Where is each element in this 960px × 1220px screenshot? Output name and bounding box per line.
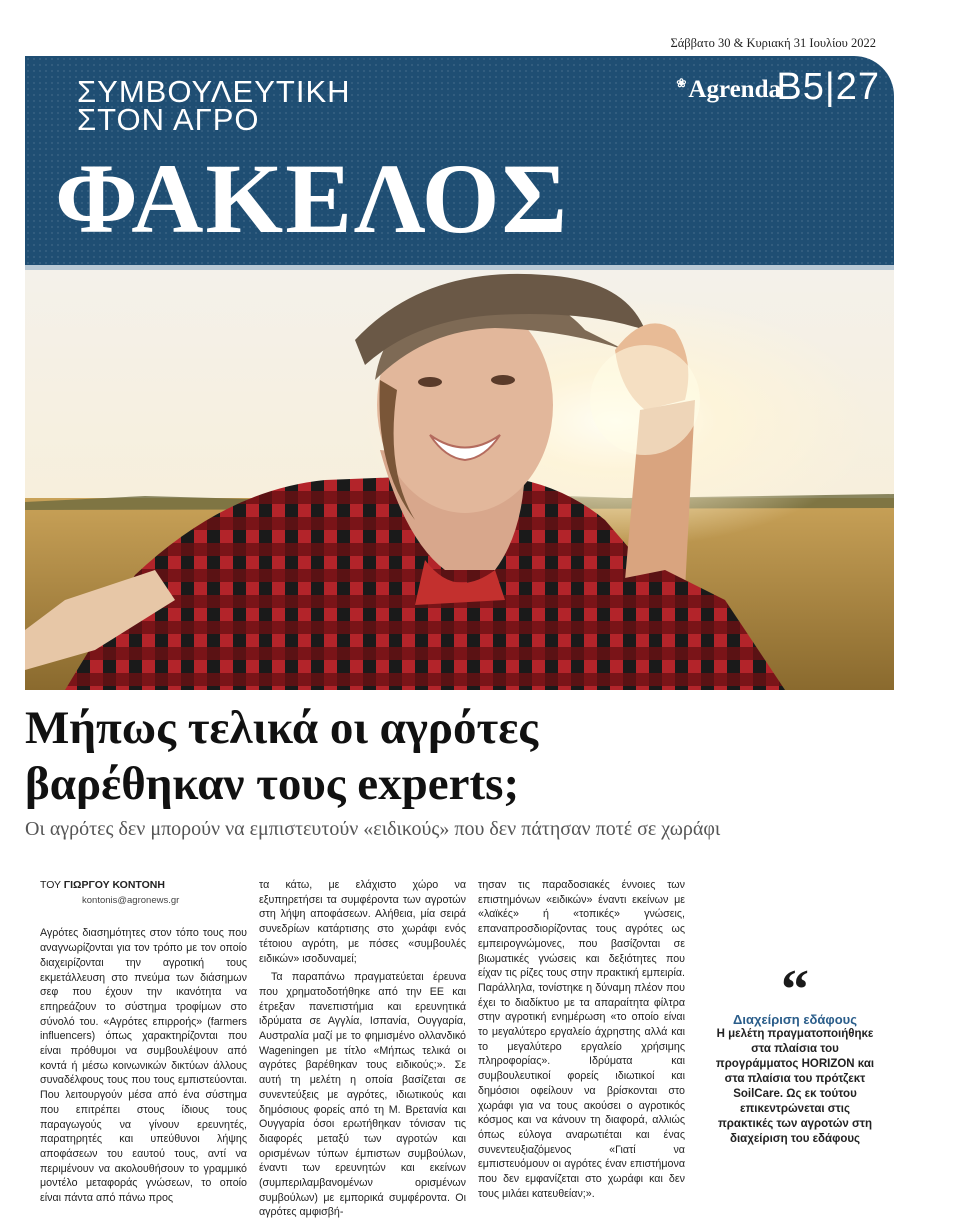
brand-mark-icon: ❀ [676, 76, 687, 90]
sidebar-title: Διαχείριση εδάφους [733, 1012, 857, 1027]
article-headline [25, 700, 905, 812]
brand-name: Agrenda [688, 76, 781, 103]
section-banner [25, 56, 894, 268]
article-column-2 [259, 878, 466, 1220]
column-2-paragraph-1: τα κάτω, με ελάχιστο χώρο να εξυπηρετήσει τα συμφέροντα των αγροτών στη λήψη αποφάσεων. Αλήθεια, μία σειρά συνεδρίων κατάρτισης στο χωράφι ενός τέτοιου αγρότη, με πόσες «συμβουλές ειδικών» ισοδυναμεί; [259, 879, 466, 965]
byline-prefix: ΤΟΥ [40, 879, 61, 891]
page-number: B5|27 [776, 66, 880, 108]
farmer-woman-photo [25, 270, 894, 690]
headline-line-1: Μήπως τελικά οι αγρότες [25, 702, 539, 754]
kicker-line-2: ΣΤΟΝ ΑΓΡΟ [77, 102, 260, 137]
column-1-text: Αγρότες διασημότητες στον τόπο τους που αναγνωρίζονται για τον τρόπο με τον οποίο διαχειρίζονται την αγροτική τους εκμετάλλευση στο πνεύμα των διάσημων σεφ που έχουν την ικανότητα να επηρεάζουν το σύστημα τροφίμων στο σύνολό του. «Αγρότες επιρροής» (farmers influencers) όπως χαρακτηρίζονται που είναι πρόθυμοι να συμβουλέψουν από κοντά ή μέσω κοινωνικών δικτύων άλλους συναδέλφους τους που τους εμπιστεύονται. Που λειτουργούν μέσα από ένα σύστημα που επιτρέπει στους ίδιους τους παραγωγούς να γίνουν ερευνητές, παρατηρητές και υπεύθυνοι λήψης αποφάσεων του εαυτού τους, αντί να περιμένουν να ακολουθήσουν το γραμμικό μοντέλο μεταφοράς γνώσεων, το οποίο είναι πάντα από πάνω προς [40, 927, 247, 1205]
article-column-1 [40, 878, 247, 1206]
kicker-line-1: ΣΥΜΒΟΥΛΕΥΤΙΚΗ [77, 74, 351, 109]
column-2-paragraph-2: Τα παραπάνω πραγματεύεται έρευνα που χρηματοδοτήθηκε από την ΕΕ και έτρεξαν πανεπιστήμια και ερευνητικά ιδρύματα σε Αγγλία, Ισπανία, Ουγγαρία, Αυστραλία μαζί με το φημισμένο ολλανδικό Wageningen με τίτλο «Μήπως τελικά οι αγρότες βαρέθηκαν τους ειδικούς;». Σε αυτή τη μελέτη η οποία βασίζεται σε συνεντεύξεις με αγρότες, ιδιωτικούς και δημόσιους φορείς από τη Μ. Βρετανία και Ουγγαρία όσοι ερωτήθηκαν τόνισαν τις διαφορές μεταξύ των αγροτών και ορισμένων τύπων έμπιστων συμβούλων, έναντι των ερευνητών και εκείνων (συμπεριλαμβανομένων ορισμένων συμβούλων) με εμπορικά συμφέροντα. Οι αγρότες αμφισβή- [259, 971, 466, 1219]
pull-quote-sidebar [715, 959, 875, 1147]
brand-logo [676, 76, 781, 104]
section-kicker [77, 74, 351, 137]
byline [40, 878, 247, 893]
section-title: ΦΑΚΕΛΟΣ [55, 143, 569, 254]
column-3-text: τησαν τις παραδοσιακές έννοιες των επιστημόνων «ειδικών» έναντι εκείνων με «λαϊκές» ή «τοπικές» γνώσεις, επαναπροσδιορίζοντας τους αγρότες ως εμπειρογνώμονες, που βασίζονται σε βιωματικές γνώσεις και δεξιότητες που είχαν τις ρίζες τους στην πρακτική εμπειρία. Παράλληλα, τονίστηκε η δύναμη πλέον που έχει το διαδίκτυο με τα απαραίτητα φίλτρα στην αγροτική ενημέρωση «το οποίο είναι το μεγαλύτερο εργαλείο άχρηστης αλλά και το μεγαλύτερο εργαλείο χρήσιμης πληροφορίας». Ιδρύματα και συμβουλευτικοί φορείς ιδιωτικοί και δημόσιοι οφείλουν να βρίσκονται στο χωράφι για να τους ακούσει ο αγροτικός κόσμος και να κάνουν τη διαφορά, αλλιώς όπως εύλογα αναρωτιέται και ένας συνεντευξιαζόμενος «Γιατί να εμπιστευόμουν οι αγρότες έναν επιστήμονα που δεν εμφανίζεται στο χωράφι και δεν τους μιλάει κατευθείαν;». [478, 879, 685, 1200]
author-name: ΓΙΩΡΓΟΥ ΚΟΝΤΟΝΗ [63, 879, 165, 891]
issue-date: Σάββατο 30 & Κυριακή 31 Ιουλίου 2022 [670, 36, 876, 50]
headline-line-2: βαρέθηκαν τους experts; [25, 758, 520, 810]
quote-icon: “ [781, 959, 809, 1021]
article-column-3 [478, 878, 685, 1201]
sidebar-body: Η μελέτη πραγματοποιήθηκε στα πλαίσια του προγράμματος HORIZON και στα πλαίσια του πρότζεκτ SoilCare. Ως εκ τούτου επικεντρώνεται στις πρακτικές των αγροτών στη διαχείριση του εδάφους [715, 1028, 875, 1145]
article-deck: Οι αγρότες δεν μπορούν να εμπιστευτούν «ειδικούς» που δεν πάτησαν ποτέ σε χωράφι [25, 818, 721, 840]
author-email: kontonis@agronews.gr [82, 894, 180, 906]
